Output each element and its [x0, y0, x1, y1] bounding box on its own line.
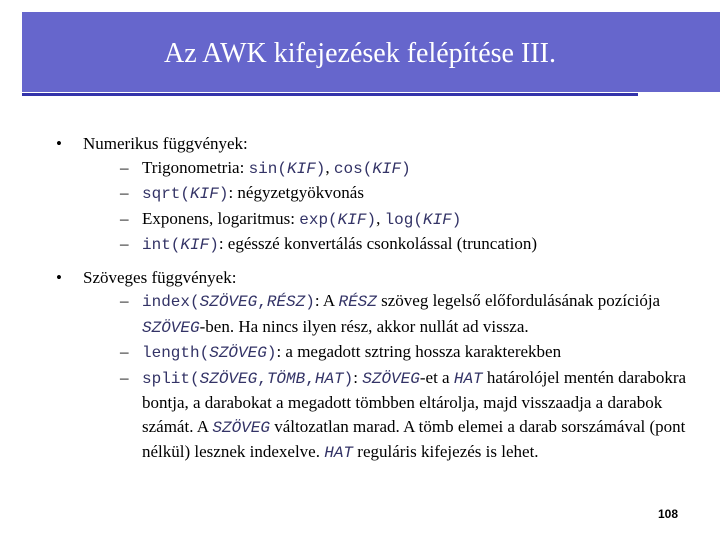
bullet-label: Szöveges függvények: — [83, 267, 237, 287]
text: változatlan marad. A tömb elemei a darab sorszámával (pont nélkül) lesznek indexelve. — [142, 416, 686, 461]
code: ) — [451, 210, 462, 229]
code: log( — [384, 210, 423, 229]
bullet-dot: • — [56, 134, 62, 153]
code: , — [257, 369, 267, 388]
code-arg: SZÖVEG — [199, 293, 258, 311]
code-arg: HAT — [314, 369, 344, 388]
code-arg: SZÖVEG — [209, 344, 267, 362]
code-arg: KIF — [372, 159, 402, 178]
text: szöveg legelső előfordulásának pozíciója — [376, 291, 661, 310]
code-arg: SZÖVEG — [199, 369, 258, 388]
text: : négyzetgyökvonás — [228, 183, 364, 202]
bullet-dot: • — [56, 267, 62, 287]
code-arg: KIF — [286, 159, 316, 178]
dash: – — [120, 208, 129, 228]
text: határolójel mentén darabokra bontja, a darabokat a megadott tömbben eltárolja, majd visszaadja a darabok számát. A — [142, 367, 687, 436]
bullet-label: Numerikus függvények: — [83, 134, 248, 153]
code: int( — [142, 236, 181, 254]
dash: – — [120, 183, 129, 202]
code-arg: TÖMB — [266, 369, 306, 388]
code: ) — [266, 344, 277, 362]
code: ) — [218, 185, 229, 203]
dash: – — [120, 367, 129, 387]
code-arg: RÉSZ — [338, 293, 377, 311]
code-arg: SZÖVEG — [362, 369, 420, 388]
dash: – — [120, 342, 129, 361]
title-underline — [22, 93, 638, 96]
sub-item-trigonometry — [83, 156, 696, 182]
code: exp( — [299, 210, 338, 229]
code: ) — [366, 210, 377, 229]
text: Exponens, logaritmus: — [142, 208, 300, 228]
code-arg: HAT — [453, 369, 483, 388]
code-arg: KIF — [190, 185, 219, 203]
text: : a megadott sztring hossza karakterekben — [276, 342, 562, 361]
code-arg: SZÖVEG — [212, 418, 270, 437]
code: ) — [315, 159, 326, 178]
text: : egésszé konvertálás csonkolással (truncation) — [218, 234, 537, 253]
slide-content — [56, 132, 696, 466]
sub-item-length — [83, 340, 696, 366]
dash: – — [120, 234, 129, 253]
code: index( — [142, 293, 200, 311]
text: : A — [314, 291, 339, 310]
text: -ben. Ha nincs ilyen rész, akkor nullát ad vissza. — [199, 316, 529, 336]
code: , — [305, 369, 315, 388]
text: : — [353, 367, 363, 387]
code: , — [257, 293, 267, 311]
code-arg: KIF — [337, 210, 367, 229]
bullet-string-functions — [56, 266, 696, 466]
code: sin( — [248, 159, 287, 178]
bullet-numeric-functions — [56, 132, 696, 258]
code-arg: SZÖVEG — [142, 318, 200, 337]
text: reguláris kifejezés is lehet. — [353, 442, 539, 461]
page-number: 108 — [657, 507, 679, 521]
code-arg: RÉSZ — [266, 293, 306, 311]
code: ) — [401, 159, 411, 178]
code: ) — [305, 293, 315, 311]
code-arg: HAT — [324, 444, 354, 462]
code-arg: KIF — [180, 236, 210, 254]
text: Trigonometria: — [142, 157, 249, 177]
dash: – — [120, 291, 129, 310]
text: , — [376, 208, 385, 228]
code: ) — [209, 236, 219, 254]
text: , — [325, 157, 334, 177]
dash: – — [120, 157, 129, 177]
code: sqrt( — [142, 185, 191, 203]
code: length( — [142, 344, 210, 362]
code-arg: KIF — [422, 210, 452, 229]
sub-item-index — [83, 289, 696, 340]
sub-item-exp-log — [83, 207, 696, 233]
text: -et a — [419, 367, 454, 387]
slide-title: Az AWK kifejezések felépítése III. — [164, 38, 556, 69]
sub-item-split — [83, 366, 696, 466]
code: split( — [142, 369, 200, 388]
code: cos( — [333, 159, 373, 178]
sub-item-sqrt — [83, 181, 696, 207]
sub-item-int — [83, 232, 696, 258]
code: ) — [343, 369, 354, 388]
